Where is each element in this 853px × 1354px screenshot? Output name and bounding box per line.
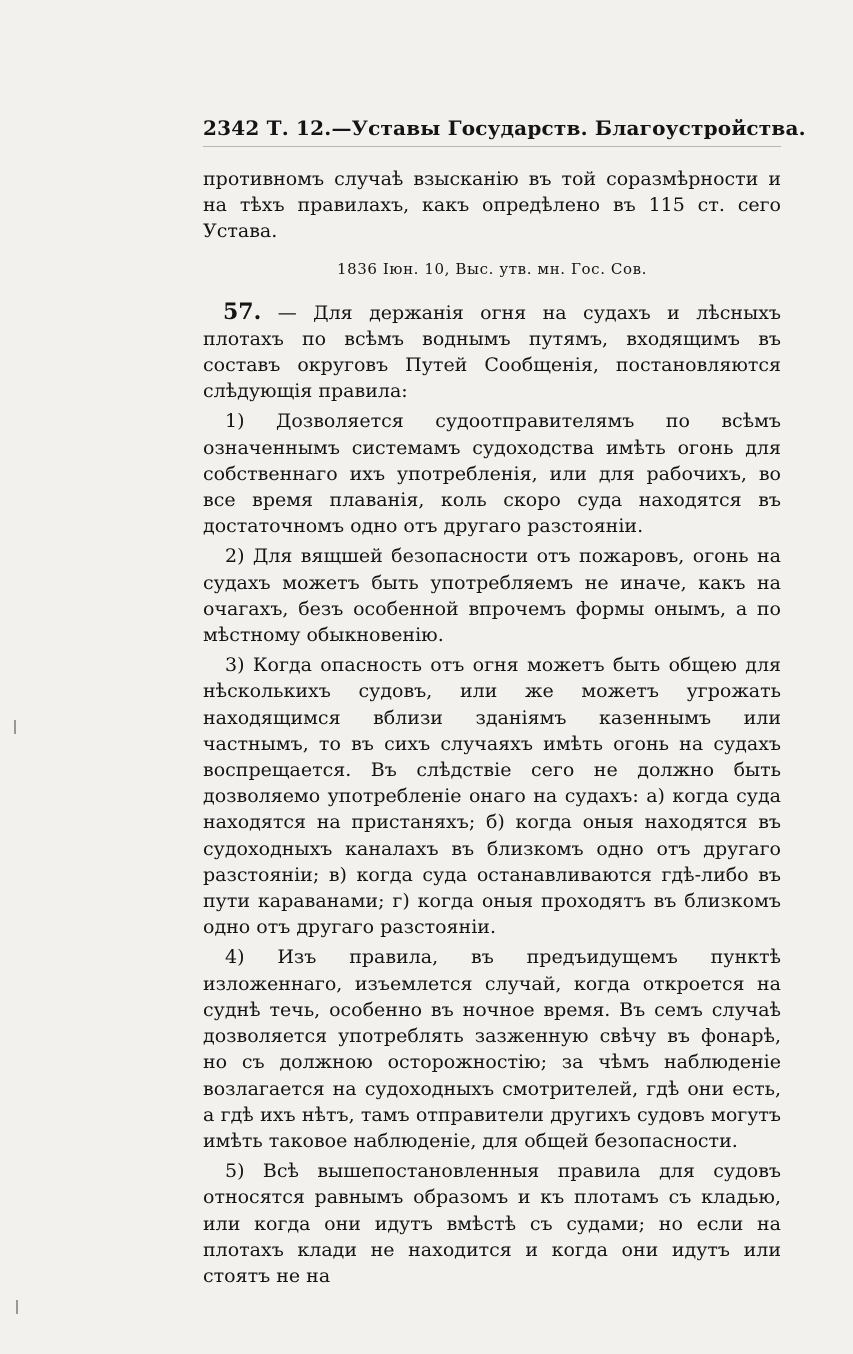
article-intro: — Для держанія огня на судахъ и лѣсныхъ плотахъ по всѣмъ воднымъ путямъ, входящимъ въ составъ округовъ Путей Сообщенія, постановляются слѣдующія правила: (203, 301, 781, 403)
citation: 1836 Іюн. 10, Выс. утв. мн. Гос. Сов. (336, 259, 648, 278)
article-item-2: 2) Для вящшей безопасности отъ пожаровъ, огонь на судахъ можетъ быть употребляемъ не иначе, какъ на очагахъ, безъ особенной впрочемъ формы онымъ, а по мѣстному обыкновенію. (203, 545, 781, 647)
article-57 (203, 299, 781, 405)
running-title: Т. 12.—Уставы Государств. Благоустройства. (266, 116, 806, 140)
body-text (203, 166, 781, 1289)
article-item-1: 1) Дозволяется судоотправителямъ по всѣмъ означеннымъ системамъ судоходства имѣть огонь для собственнаго ихъ употребленія, или для рабочихъ, во все время плаванія, коль скоро суда находятся въ достаточномъ одно отъ другаго разстояніи. (203, 410, 781, 538)
scan-speck (16, 1300, 18, 1314)
running-head (203, 116, 806, 140)
article-item-4: 4) Изъ правила, въ предъидущемъ пунктѣ изложеннаго, изъемлется случай, когда откроется на суднѣ течь, особенно въ ночное время. Въ семъ случаѣ дозволяется употреблять зазженную свѣчу въ фонарѣ, но съ должною осторожностію; за чѣмъ наблюденіе возлагается на судоходныхъ смотрителей, гдѣ они есть, а гдѣ ихъ нѣтъ, тамъ отправители другихъ судовъ могутъ имѣть таковое наблюденіе, для общей безопасности. (203, 946, 781, 1152)
scan-speck (14, 720, 16, 734)
continuation-paragraph: противномъ случаѣ взысканію въ той соразмѣрности и на тѣхъ правилахъ, какъ опредѣлено въ 115 ст. сего Устава. (203, 168, 781, 243)
article-item-5: 5) Всѣ вышепостановленныя правила для судовъ относятся равнымъ образомъ и къ плотамъ съ кладью, или когда они идутъ вмѣстѣ съ судами; но если на плотахъ клади не находится и когда они идутъ или стоятъ не на (203, 1160, 781, 1287)
page-number: 2342 (203, 116, 260, 140)
header-rule (203, 146, 781, 147)
article-number: 57. (223, 298, 262, 325)
article-item-3: 3) Когда опасность отъ огня можетъ быть общею для нѣсколькихъ судовъ, или же можетъ угрожать находящимся вблизи зданіямъ казеннымъ или частнымъ, то въ сихъ случаяхъ имѣть огонь на судахъ воспрещается. Въ слѣдствіе сего не должно быть дозволяемо употребленіе онаго на судахъ: а) когда суда находятся на пристаняхъ; б) когда оныя находятся въ судоходныхъ каналахъ въ близкомъ одно отъ другаго разстояніи; в) когда суда останавливаются гдѣ-либо въ пути караванами; г) когда оныя проходятъ въ близкомъ одно отъ другаго разстояніи. (203, 654, 781, 939)
